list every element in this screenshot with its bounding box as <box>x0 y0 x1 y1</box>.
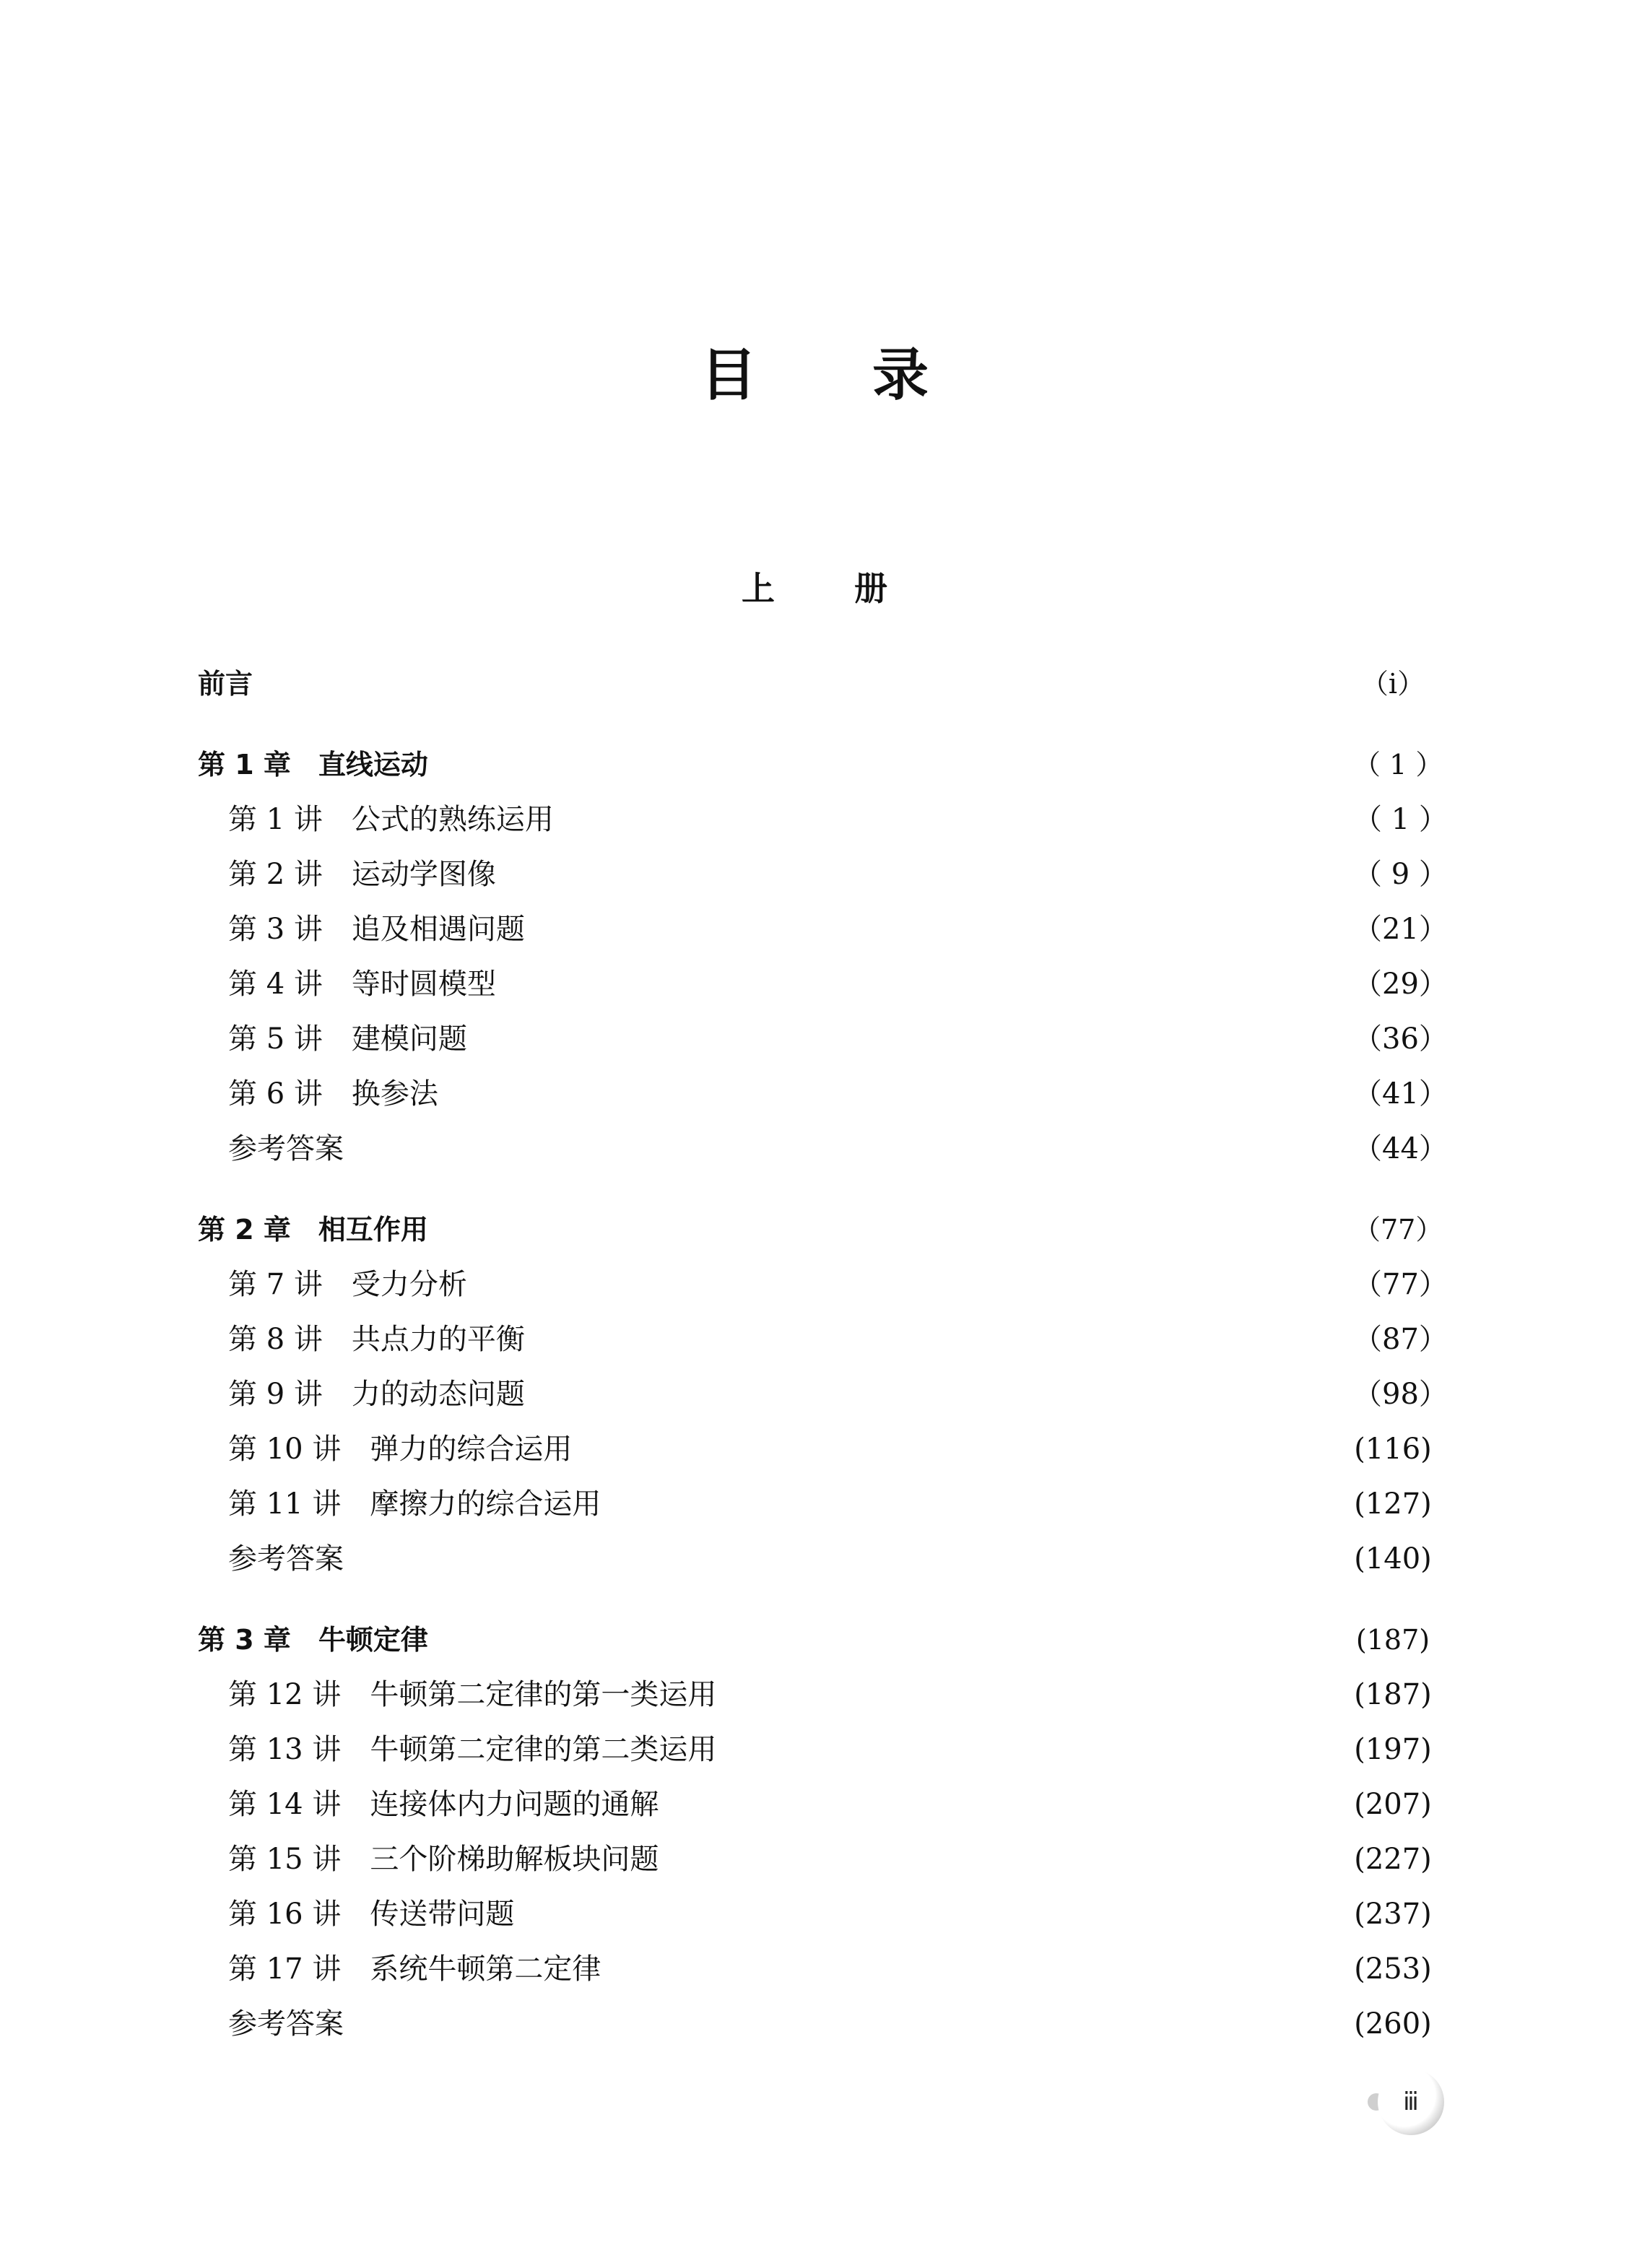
toc-leader-dots <box>506 950 1343 994</box>
toc-label: 第 4 讲 等时圆模型 <box>228 968 496 1001</box>
toc-leader-dots <box>438 1606 1343 1649</box>
toc-label: 第 16 讲 传送带问题 <box>228 1898 515 1931</box>
toc-page-number: (187) <box>1355 1624 1430 1656</box>
toc-label: 第 1 章 直线运动 <box>198 749 428 781</box>
toc-leader-dots <box>582 1415 1343 1459</box>
toc-entry-row[interactable] <box>198 1005 1448 1056</box>
toc-label: 第 10 讲 弹力的综合运用 <box>228 1433 573 1466</box>
toc-page-number: （ 9 ） <box>1353 858 1448 891</box>
toc-leader-dots <box>669 1770 1343 1814</box>
toc-chapter-row[interactable] <box>198 1606 1433 1656</box>
toc-label: 第 3 章 牛顿定律 <box>198 1624 428 1656</box>
toc-label: 参考答案 <box>228 1132 344 1165</box>
toc-page-number: (207) <box>1354 1788 1432 1821</box>
toc-page-number: （87） <box>1353 1323 1448 1356</box>
toc-page-number: （ 1 ） <box>1353 749 1443 781</box>
toc-entry-row[interactable] <box>198 1935 1433 1986</box>
toc-page-number: (227) <box>1354 1843 1432 1876</box>
toc-page-number: （ⅰ） <box>1360 668 1425 700</box>
toc-leader-dots <box>438 1196 1343 1239</box>
toc-leader-dots <box>669 1825 1343 1869</box>
toc-page-number: (253) <box>1354 1952 1432 1986</box>
toc-page-number: （29） <box>1353 968 1448 1001</box>
toc-leader-dots <box>438 731 1343 774</box>
toc-entry-row[interactable] <box>198 1251 1448 1301</box>
toc-label: 第 1 讲 公式的熟练运用 <box>228 803 554 836</box>
toc-label: 参考答案 <box>228 2007 344 2041</box>
toc-entry-row[interactable] <box>198 950 1448 1001</box>
toc-leader-dots <box>477 1005 1343 1048</box>
toc-leader-dots <box>524 1880 1343 1924</box>
toc-entry-row[interactable] <box>198 1060 1448 1111</box>
toc-leader-dots <box>448 1060 1343 1103</box>
toc-leader-dots <box>726 1661 1343 1704</box>
toc-leader-dots <box>263 650 1343 693</box>
toc-label: 第 5 讲 建模问题 <box>228 1022 467 1056</box>
toc-entry-row[interactable] <box>198 1661 1433 1711</box>
toc-leader-dots <box>611 1470 1343 1513</box>
toc-entry-row[interactable] <box>198 1770 1433 1821</box>
toc-entry-row[interactable] <box>198 1825 1433 1876</box>
page-title: 目录 <box>700 343 1044 408</box>
toc-leader-dots <box>535 895 1343 939</box>
toc-leader-dots <box>535 1360 1343 1404</box>
toc-entry-row[interactable] <box>198 1990 1433 2041</box>
toc-page-number: （36） <box>1353 1022 1448 1056</box>
toc-entry-row[interactable] <box>198 840 1448 891</box>
page-number: ⅲ <box>1403 2087 1419 2116</box>
toc-entry-row[interactable] <box>198 1716 1433 1766</box>
toc-leader-dots <box>611 1935 1343 1978</box>
toc-entry-row[interactable] <box>198 786 1448 836</box>
toc-label: 前言 <box>198 668 253 700</box>
toc-page-number: (116) <box>1354 1433 1432 1466</box>
toc-page-number: (127) <box>1354 1487 1432 1521</box>
page-number-badge <box>1372 2069 1444 2141</box>
toc-label: 第 2 讲 运动学图像 <box>228 858 496 891</box>
toc-page-number: （77） <box>1353 1268 1448 1301</box>
toc-page-number: （41） <box>1353 1077 1448 1111</box>
toc-leader-dots <box>477 1251 1343 1294</box>
toc-chapter-row[interactable] <box>198 650 1433 700</box>
toc-page-number: (260) <box>1354 2007 1432 2041</box>
toc-page-number: （21） <box>1353 913 1448 946</box>
toc-page-number: （98） <box>1353 1378 1448 1411</box>
toc-label: 第 9 讲 力的动态问题 <box>228 1378 525 1411</box>
toc-page-number: (197) <box>1354 1733 1432 1766</box>
toc-chapter-row[interactable] <box>198 731 1443 781</box>
volume-heading: 上册 <box>742 569 967 608</box>
toc-label: 第 14 讲 连接体内力问题的通解 <box>228 1788 659 1821</box>
toc-entry-row[interactable] <box>198 1470 1433 1521</box>
toc-entry-row[interactable] <box>198 895 1448 946</box>
toc-label: 第 3 讲 追及相遇问题 <box>228 913 525 946</box>
toc-label: 第 2 章 相互作用 <box>198 1214 428 1246</box>
toc-label: 参考答案 <box>228 1542 344 1576</box>
toc-leader-dots <box>354 1115 1343 1158</box>
toc-leader-dots <box>354 1990 1343 2033</box>
toc-label: 第 12 讲 牛顿第二定律的第一类运用 <box>228 1678 717 1711</box>
toc-leader-dots <box>564 786 1343 829</box>
toc-entry-row[interactable] <box>198 1880 1433 1931</box>
toc-page-number: （77） <box>1353 1214 1443 1246</box>
toc-entry-row[interactable] <box>198 1360 1448 1411</box>
toc-chapter-row[interactable] <box>198 1196 1443 1246</box>
toc-page-number: (140) <box>1354 1542 1432 1576</box>
toc-page-number: (187) <box>1354 1678 1432 1711</box>
toc-entry-row[interactable] <box>198 1305 1448 1356</box>
toc-leader-dots <box>726 1716 1343 1759</box>
toc-entry-row[interactable] <box>198 1525 1433 1576</box>
toc-leader-dots <box>535 1305 1343 1349</box>
toc-label: 第 11 讲 摩擦力的综合运用 <box>228 1487 601 1521</box>
toc-label: 第 17 讲 系统牛顿第二定律 <box>228 1952 601 1986</box>
toc-page-number: (237) <box>1354 1898 1432 1931</box>
toc-label: 第 6 讲 换参法 <box>228 1077 438 1111</box>
toc-leader-dots <box>354 1525 1343 1568</box>
toc-page-number: （44） <box>1353 1132 1448 1165</box>
toc-leader-dots <box>506 840 1343 884</box>
toc-entry-row[interactable] <box>198 1415 1433 1466</box>
toc-page-number: （ 1 ） <box>1353 803 1448 836</box>
toc-label: 第 7 讲 受力分析 <box>228 1268 467 1301</box>
toc-entry-row[interactable] <box>198 1115 1448 1165</box>
toc-label: 第 8 讲 共点力的平衡 <box>228 1323 525 1356</box>
toc-label: 第 15 讲 三个阶梯助解板块问题 <box>228 1843 659 1876</box>
toc-label: 第 13 讲 牛顿第二定律的第二类运用 <box>228 1733 717 1766</box>
